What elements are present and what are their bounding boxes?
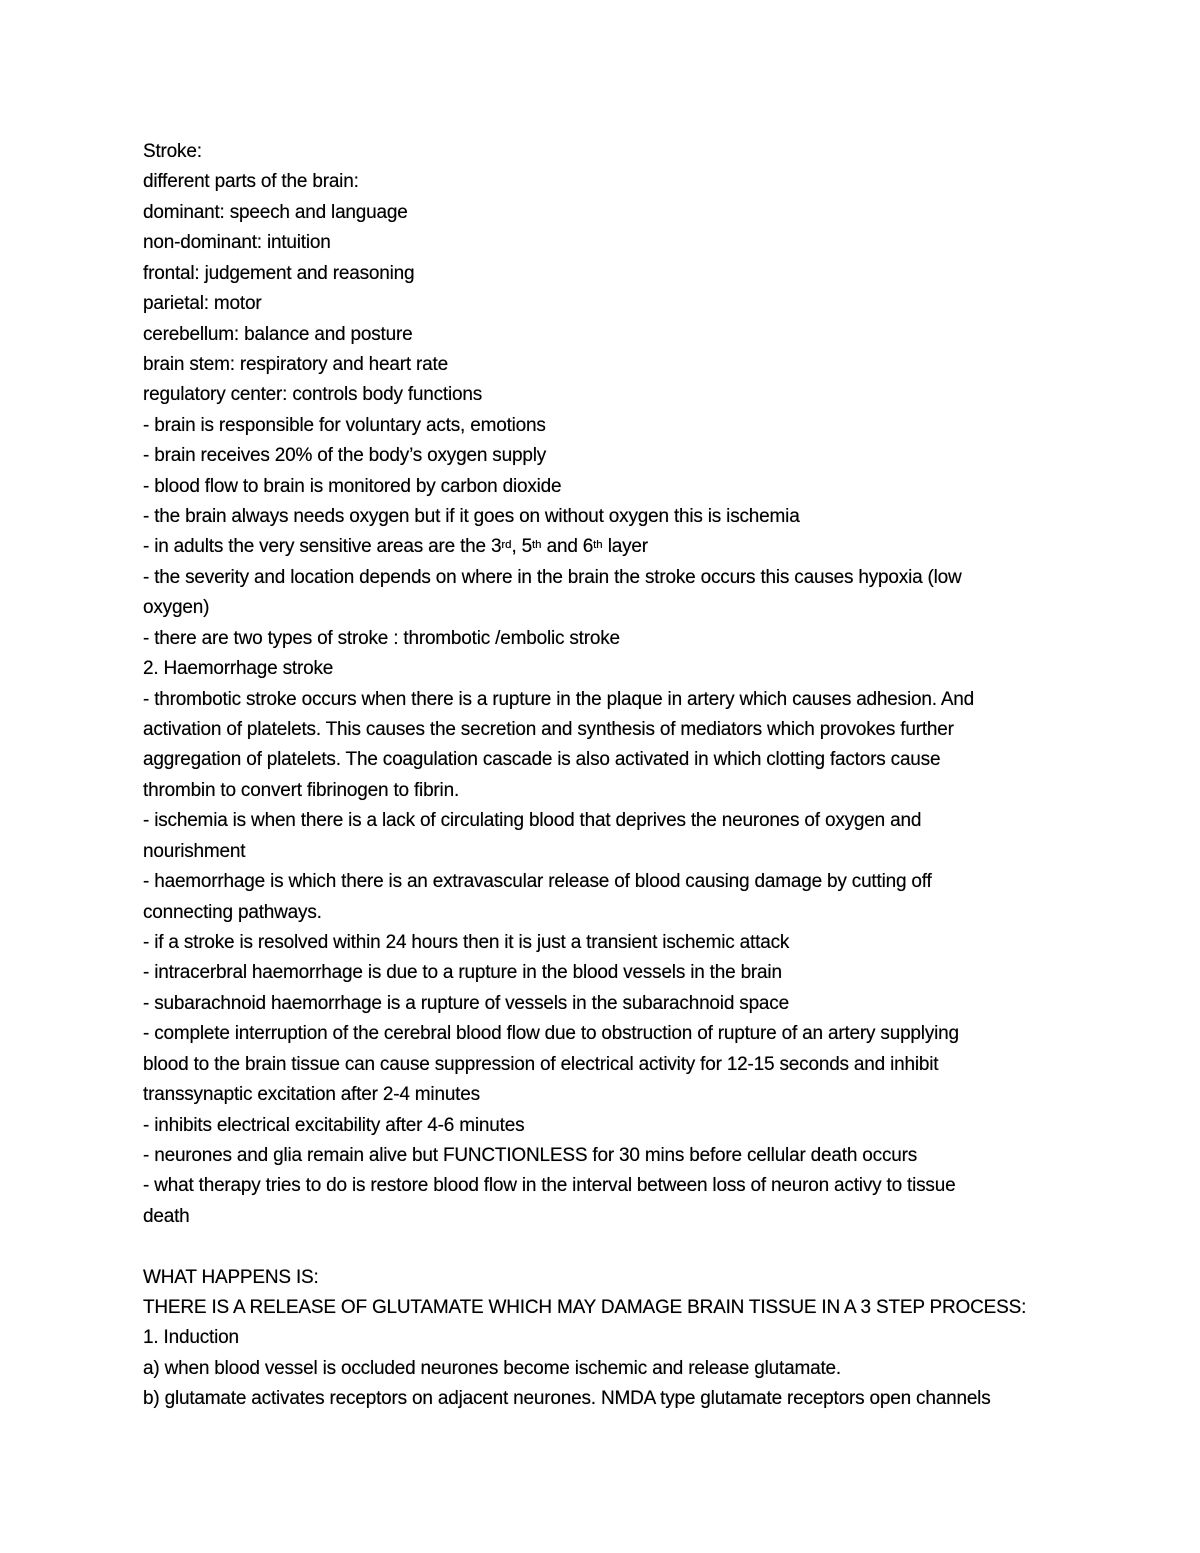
text-line: different parts of the brain: [143,171,359,193]
superscript-ordinal: th [593,538,603,551]
text-line: - there are two types of stroke : thrombotic /embolic stroke [143,627,620,649]
text-line: - inhibits electrical excitability after 4-6 minutes [143,1114,525,1136]
text-line: death [143,1205,190,1227]
text-line: - complete interruption of the cerebral blood flow due to obstruction of rupture of an artery supplying [143,1023,959,1045]
text-line: - ischemia is when there is a lack of circulating blood that deprives the neurones of oxygen and [143,810,922,832]
text-line: - what therapy tries to do is restore blood flow in the interval between loss of neuron activy to tissue [143,1175,956,1197]
text-line: 1. Induction [143,1327,239,1349]
text-segment: , 5 [511,536,532,558]
text-line: regulatory center: controls body functions [143,384,483,406]
text-line: THERE IS A RELEASE OF GLUTAMATE WHICH MAY DAMAGE BRAIN TISSUE IN A 3 STEP PROCESS: [143,1297,1027,1319]
text-line: aggregation of platelets. The coagulation cascade is also activated in which clotting factors cause [143,749,941,771]
text-line: oxygen) [143,597,210,619]
text-line: cerebellum: balance and posture [143,323,413,345]
text-line: thrombin to convert fibrinogen to fibrin. [143,779,460,801]
text-line: brain stem: respiratory and heart rate [143,353,448,375]
text-line: nourishment [143,840,246,862]
text-line: - the severity and location depends on where in the brain the stroke occurs this causes hypoxia (low [143,566,962,588]
text-line: 2. Haemorrhage stroke [143,658,334,680]
text-line [143,532,1133,562]
text-line [143,1232,1133,1262]
text-line: dominant: speech and language [143,201,408,223]
text-line: Stroke: [143,141,202,162]
text-line: - blood flow to brain is monitored by carbon dioxide [143,475,562,497]
text-line: a) when blood vessel is occluded neurones become ischemic and release glutamate. [143,1357,841,1379]
text-line: frontal: judgement and reasoning [143,262,415,284]
text-line: - intracerbral haemorrhage is due to a rupture in the blood vessels in the brain [143,962,782,984]
text-segment: layer [602,536,648,558]
text-line: - brain receives 20% of the body’s oxygen supply [143,445,547,467]
text-segment: and 6 [541,536,594,558]
superscript-ordinal: rd [501,538,512,551]
text-line: - thrombotic stroke occurs when there is a rupture in the plaque in artery which causes adhesion. And [143,688,975,710]
text-line: WHAT HAPPENS IS: [143,1266,319,1288]
text-line: - haemorrhage is which there is an extravascular release of blood causing damage by cutting off [143,871,932,893]
text-line: transsynaptic excitation after 2-4 minutes [143,1084,480,1106]
superscript-ordinal: th [532,538,542,551]
text-line: b) glutamate activates receptors on adjacent neurones. NMDA type glutamate receptors open channels [143,1388,991,1410]
text-line: non-dominant: intuition [143,232,331,254]
text-line: - brain is responsible for voluntary acts, emotions [143,414,546,436]
text-line: activation of platelets. This causes the secretion and synthesis of mediators which provokes further [143,719,954,741]
text-line: connecting pathways. [143,901,322,923]
text-line: - neurones and glia remain alive but FUNCTIONLESS for 30 mins before cellular death occurs [143,1144,918,1166]
text-line: - the brain always needs oxygen but if it goes on without oxygen this is ischemia [143,506,800,528]
text-line: parietal: motor [143,293,262,315]
text-line: - if a stroke is resolved within 24 hours then it is just a transient ischemic attack [143,931,790,953]
text-line: - subarachnoid haemorrhage is a rupture of vessels in the subarachnoid space [143,992,789,1014]
document-text [143,137,1133,1415]
text-segment: - in adults the very sensitive areas are the 3 [143,536,502,558]
text-line: blood to the brain tissue can cause suppression of electrical activity for 12-15 seconds and inhibit [143,1053,939,1075]
